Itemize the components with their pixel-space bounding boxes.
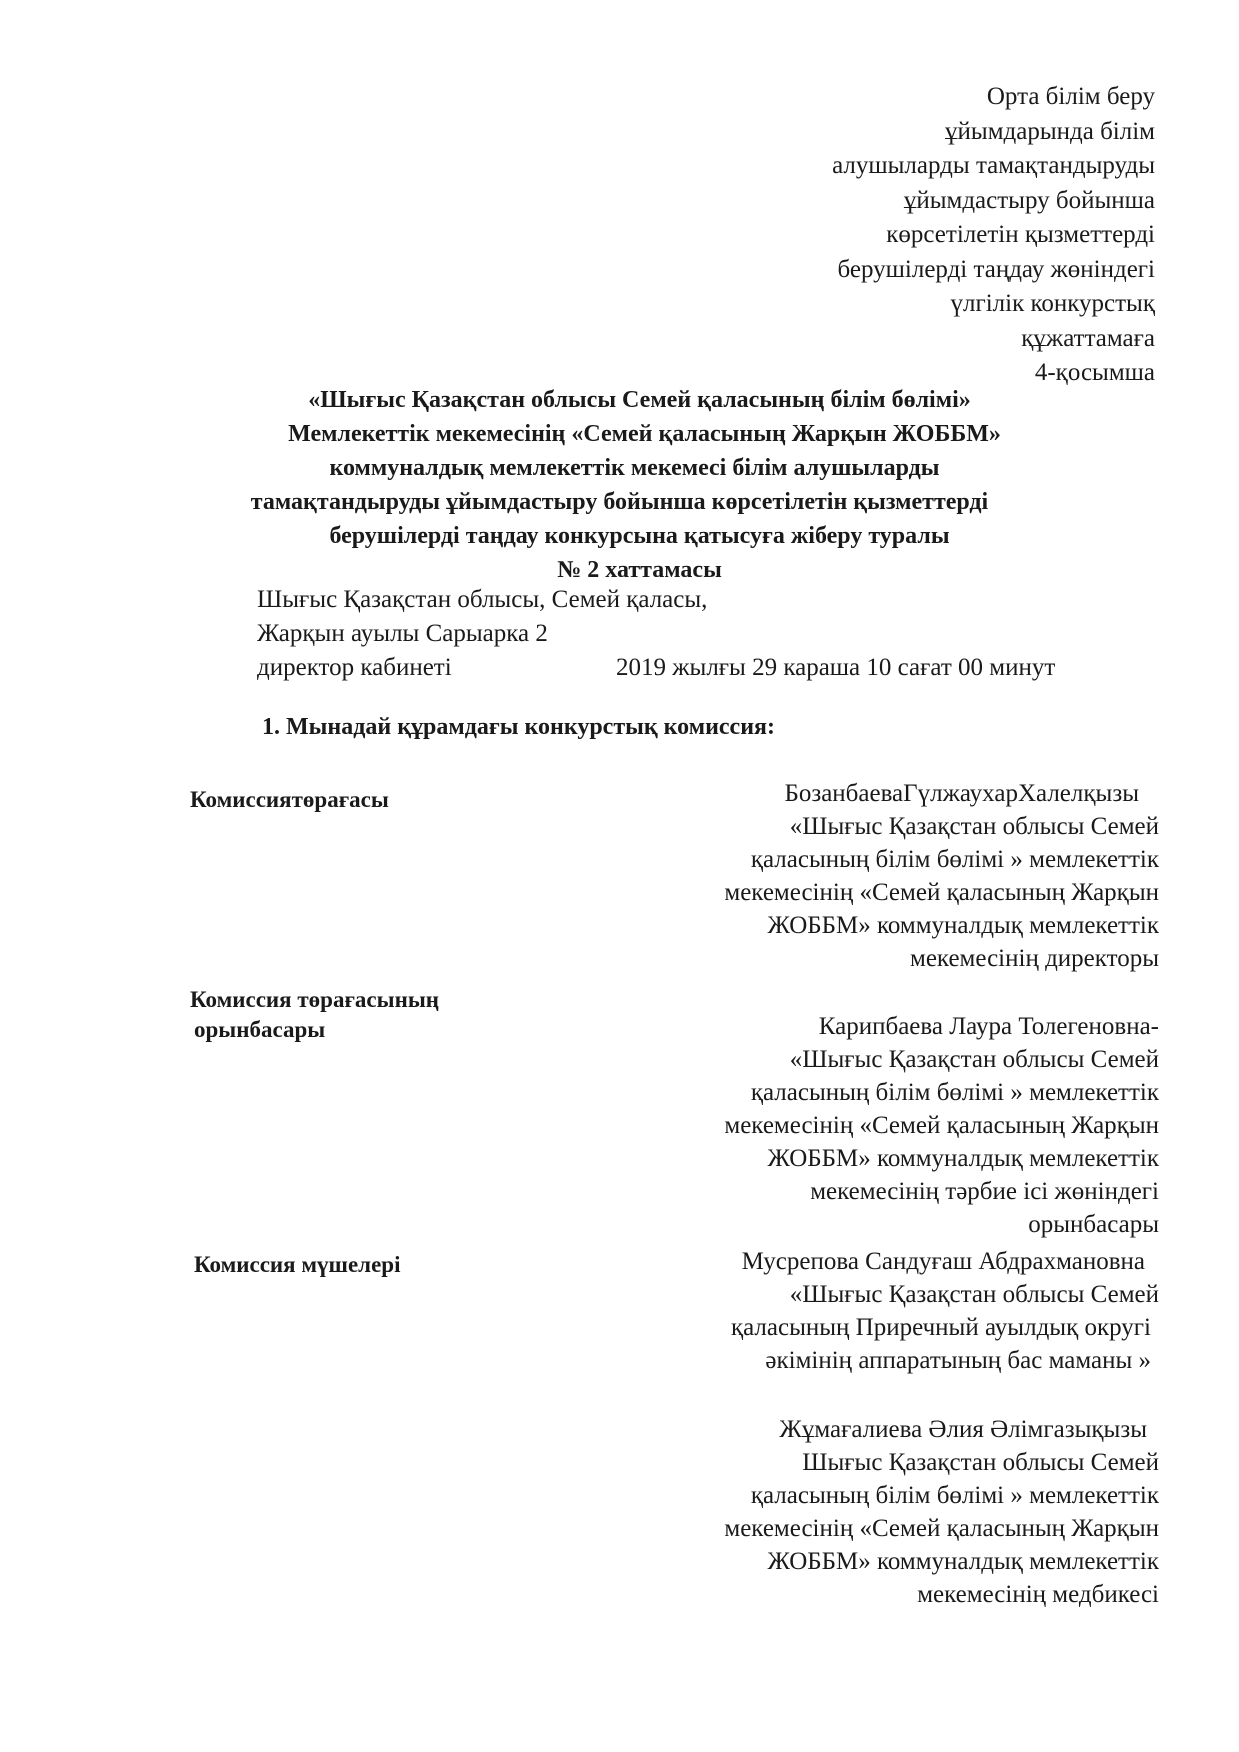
annex-line: көрсетілетін қызметтерді <box>886 221 1155 248</box>
member-detail: қаласының білім бөлімі » мемлекеттік <box>750 846 1159 873</box>
member-name: Жұмағалиева Әлия Әлімгазықызы <box>779 1416 1147 1443</box>
member-name: БозанбаеваГүлжаухарХалелқызы <box>784 780 1139 807</box>
member-detail: «Шығыс Қазақстан облысы Семей <box>789 1281 1159 1308</box>
member-chair <box>519 777 1159 975</box>
member-detail: ЖОББМ» коммуналдық мемлекеттік <box>767 1145 1159 1172</box>
annex-line: берушілерді таңдау жөніндегі <box>837 255 1155 283</box>
member-detail: мекемесінің медбикесі <box>917 1581 1159 1608</box>
member-detail: мекемесінің «Семей қаласының Жарқын <box>724 1515 1159 1542</box>
title-line: Мемлекеттік мекемесінің «Семей қаласының Жарқын ЖОББМ» <box>288 421 1001 447</box>
member-detail: мекемесінің «Семей қаласының Жарқын <box>724 1112 1159 1139</box>
role-deputy-label: Комиссия төрағасының <box>190 987 440 1012</box>
annex-line: 4-қосымша <box>1034 359 1155 386</box>
title-line: № 2 хаттамасы <box>557 557 722 583</box>
location-line-1: Шығыс Қазақстан облысы, Семей қаласы, <box>257 586 708 613</box>
member-detail: ЖОББМ» коммуналдық мемлекеттік <box>767 1548 1159 1575</box>
annex-line: алушыларды тамақтандыруды <box>832 152 1155 179</box>
member-deputy <box>519 1010 1159 1241</box>
member-detail: қаласының білім бөлімі » мемлекеттік <box>750 1482 1159 1509</box>
annex-line: үлгілік конкурстық <box>950 290 1155 317</box>
member-detail: «Шығыс Қазақстан облысы Семей <box>789 1046 1159 1073</box>
member-detail: қаласының білім бөлімі » мемлекеттік <box>750 1079 1159 1106</box>
role-members-label: Комиссия мүшелері <box>194 1252 401 1277</box>
annex-line: құжаттамаға <box>1021 324 1155 352</box>
document-title <box>0 383 1239 587</box>
member-detail: орынбасары <box>1028 1211 1159 1238</box>
member-2 <box>519 1413 1159 1611</box>
location-line-3: директор кабинеті <box>257 654 452 681</box>
title-line: коммуналдық мемлекеттік мекемесі білім алушыларды <box>329 455 940 481</box>
member-name: Мусрепова Сандуғаш Абдрахмановна <box>741 1248 1145 1275</box>
annex-line: ұйымдарында білім <box>945 117 1155 145</box>
role-chair-label: Комиссиятөрағасы <box>190 787 389 812</box>
title-line: «Шығыс Қазақстан облысы Семей қаласының білім бөлімі» <box>308 387 971 413</box>
member-detail: мекемесінің «Семей қаласының Жарқын <box>724 879 1159 906</box>
member-detail: «Шығыс Қазақстан облысы Семей <box>789 813 1159 840</box>
member-detail: қаласының Приречный ауылдық округі <box>730 1314 1151 1341</box>
title-line: берушілерді таңдау конкурсына қатысуға жіберу туралы <box>329 523 950 549</box>
member-detail: мекемесінің директоры <box>910 945 1159 972</box>
location-line-2: Жарқын ауылы Сарыарка 2 <box>257 620 548 647</box>
title-line: тамақтандыруды ұйымдастыру бойынша көрсетілетін қызметтерді <box>250 489 989 515</box>
annex-reference <box>655 80 1155 391</box>
member-detail: ЖОББМ» коммуналдық мемлекеттік <box>767 912 1159 939</box>
annex-line: ұйымдастыру бойынша <box>903 186 1155 214</box>
member-detail: әкімінің аппаратының бас маманы » <box>765 1347 1151 1374</box>
meeting-datetime: 2019 жылғы 29 караша 10 сағат 00 минут <box>616 654 1056 681</box>
member-name: Карипбаева Лаура Толегеновна- <box>818 1013 1159 1040</box>
annex-line: Орта білім беру <box>986 83 1155 110</box>
member-detail: мекемесінің тәрбие ісі жөніндегі <box>810 1178 1159 1205</box>
section-1-title: 1. Мынадай құрамдағы конкурстық комиссия: <box>262 714 776 740</box>
member-detail: Шығыс Қазақстан облысы Семей <box>802 1449 1159 1476</box>
member-1 <box>519 1245 1159 1377</box>
role-deputy-label-2: орынбасары <box>194 1017 326 1042</box>
